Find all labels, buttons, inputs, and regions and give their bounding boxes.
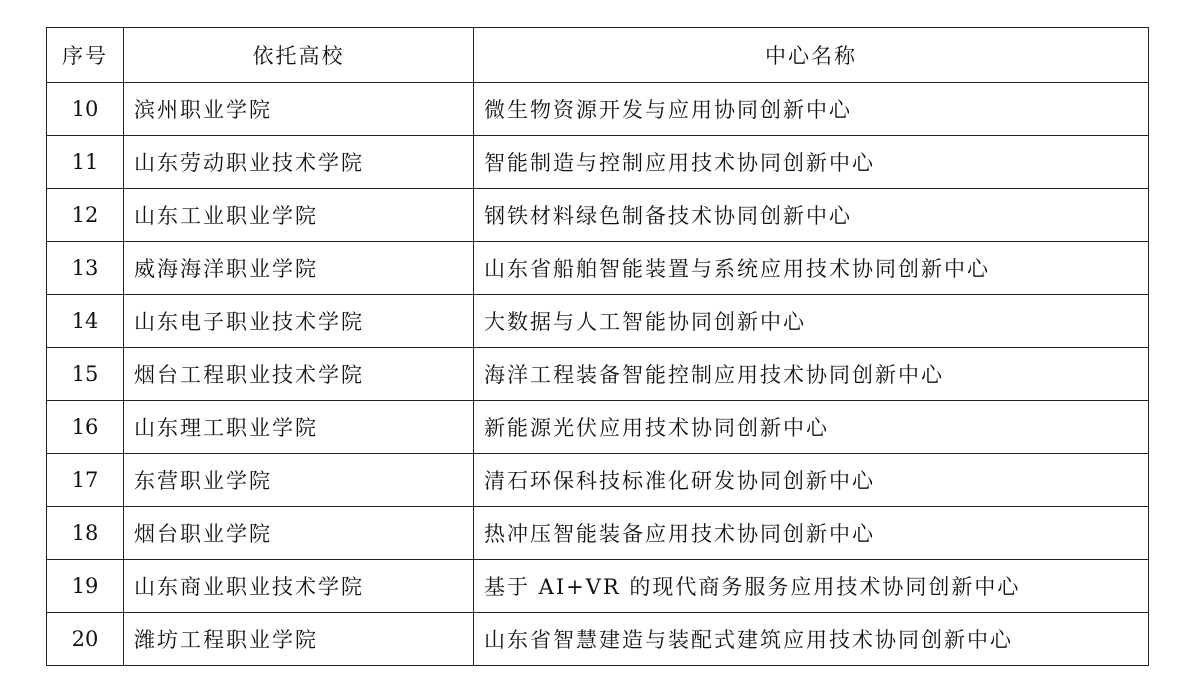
- row-center-name: 热冲压智能装备应用技术协同创新中心: [474, 507, 1149, 560]
- row-school: 烟台职业学院: [124, 507, 474, 560]
- row-school: 山东工业职业学院: [124, 189, 474, 242]
- row-number: 14: [47, 295, 124, 348]
- row-number: 17: [47, 454, 124, 507]
- row-center-name: 钢铁材料绿色制备技术协同创新中心: [474, 189, 1149, 242]
- row-school: 山东劳动职业技术学院: [124, 136, 474, 189]
- row-number: 12: [47, 189, 124, 242]
- table-header: [47, 28, 1149, 83]
- row-center-name: 微生物资源开发与应用协同创新中心: [474, 83, 1149, 136]
- table-row: [47, 348, 1149, 401]
- table-row: [47, 242, 1149, 295]
- row-school: 潍坊工程职业学院: [124, 613, 474, 666]
- row-center-name: 新能源光伏应用技术协同创新中心: [474, 401, 1149, 454]
- row-school: 山东理工职业学院: [124, 401, 474, 454]
- table-body: [47, 83, 1149, 666]
- row-center-name: 大数据与人工智能协同创新中心: [474, 295, 1149, 348]
- row-number: 20: [47, 613, 124, 666]
- header-no: 序号: [47, 28, 124, 83]
- row-school: 滨州职业学院: [124, 83, 474, 136]
- table-row: [47, 189, 1149, 242]
- row-number: 11: [47, 136, 124, 189]
- row-center-name: 清石环保科技标准化研发协同创新中心: [474, 454, 1149, 507]
- row-number: 18: [47, 507, 124, 560]
- row-center-name: 山东省船舶智能装置与系统应用技术协同创新中心: [474, 242, 1149, 295]
- row-number: 15: [47, 348, 124, 401]
- row-school: 山东电子职业技术学院: [124, 295, 474, 348]
- table-row: [47, 136, 1149, 189]
- table-row: [47, 507, 1149, 560]
- table-row: [47, 613, 1149, 666]
- row-center-name: 山东省智慧建造与装配式建筑应用技术协同创新中心: [474, 613, 1149, 666]
- header-row: [47, 28, 1149, 83]
- header-school: 依托高校: [124, 28, 474, 83]
- innovation-centers-table: [46, 27, 1149, 666]
- table-row: [47, 401, 1149, 454]
- row-number: 19: [47, 560, 124, 613]
- row-center-name: 智能制造与控制应用技术协同创新中心: [474, 136, 1149, 189]
- row-school: 山东商业职业技术学院: [124, 560, 474, 613]
- table-row: [47, 560, 1149, 613]
- row-school: 威海海洋职业学院: [124, 242, 474, 295]
- table-row: [47, 454, 1149, 507]
- table-row: [47, 83, 1149, 136]
- row-center-name: 基于 AI+VR 的现代商务服务应用技术协同创新中心: [474, 560, 1149, 613]
- header-center: 中心名称: [474, 28, 1149, 83]
- row-school: 烟台工程职业技术学院: [124, 348, 474, 401]
- row-center-name: 海洋工程装备智能控制应用技术协同创新中心: [474, 348, 1149, 401]
- table-row: [47, 295, 1149, 348]
- row-number: 10: [47, 83, 124, 136]
- row-number: 13: [47, 242, 124, 295]
- row-number: 16: [47, 401, 124, 454]
- row-school: 东营职业学院: [124, 454, 474, 507]
